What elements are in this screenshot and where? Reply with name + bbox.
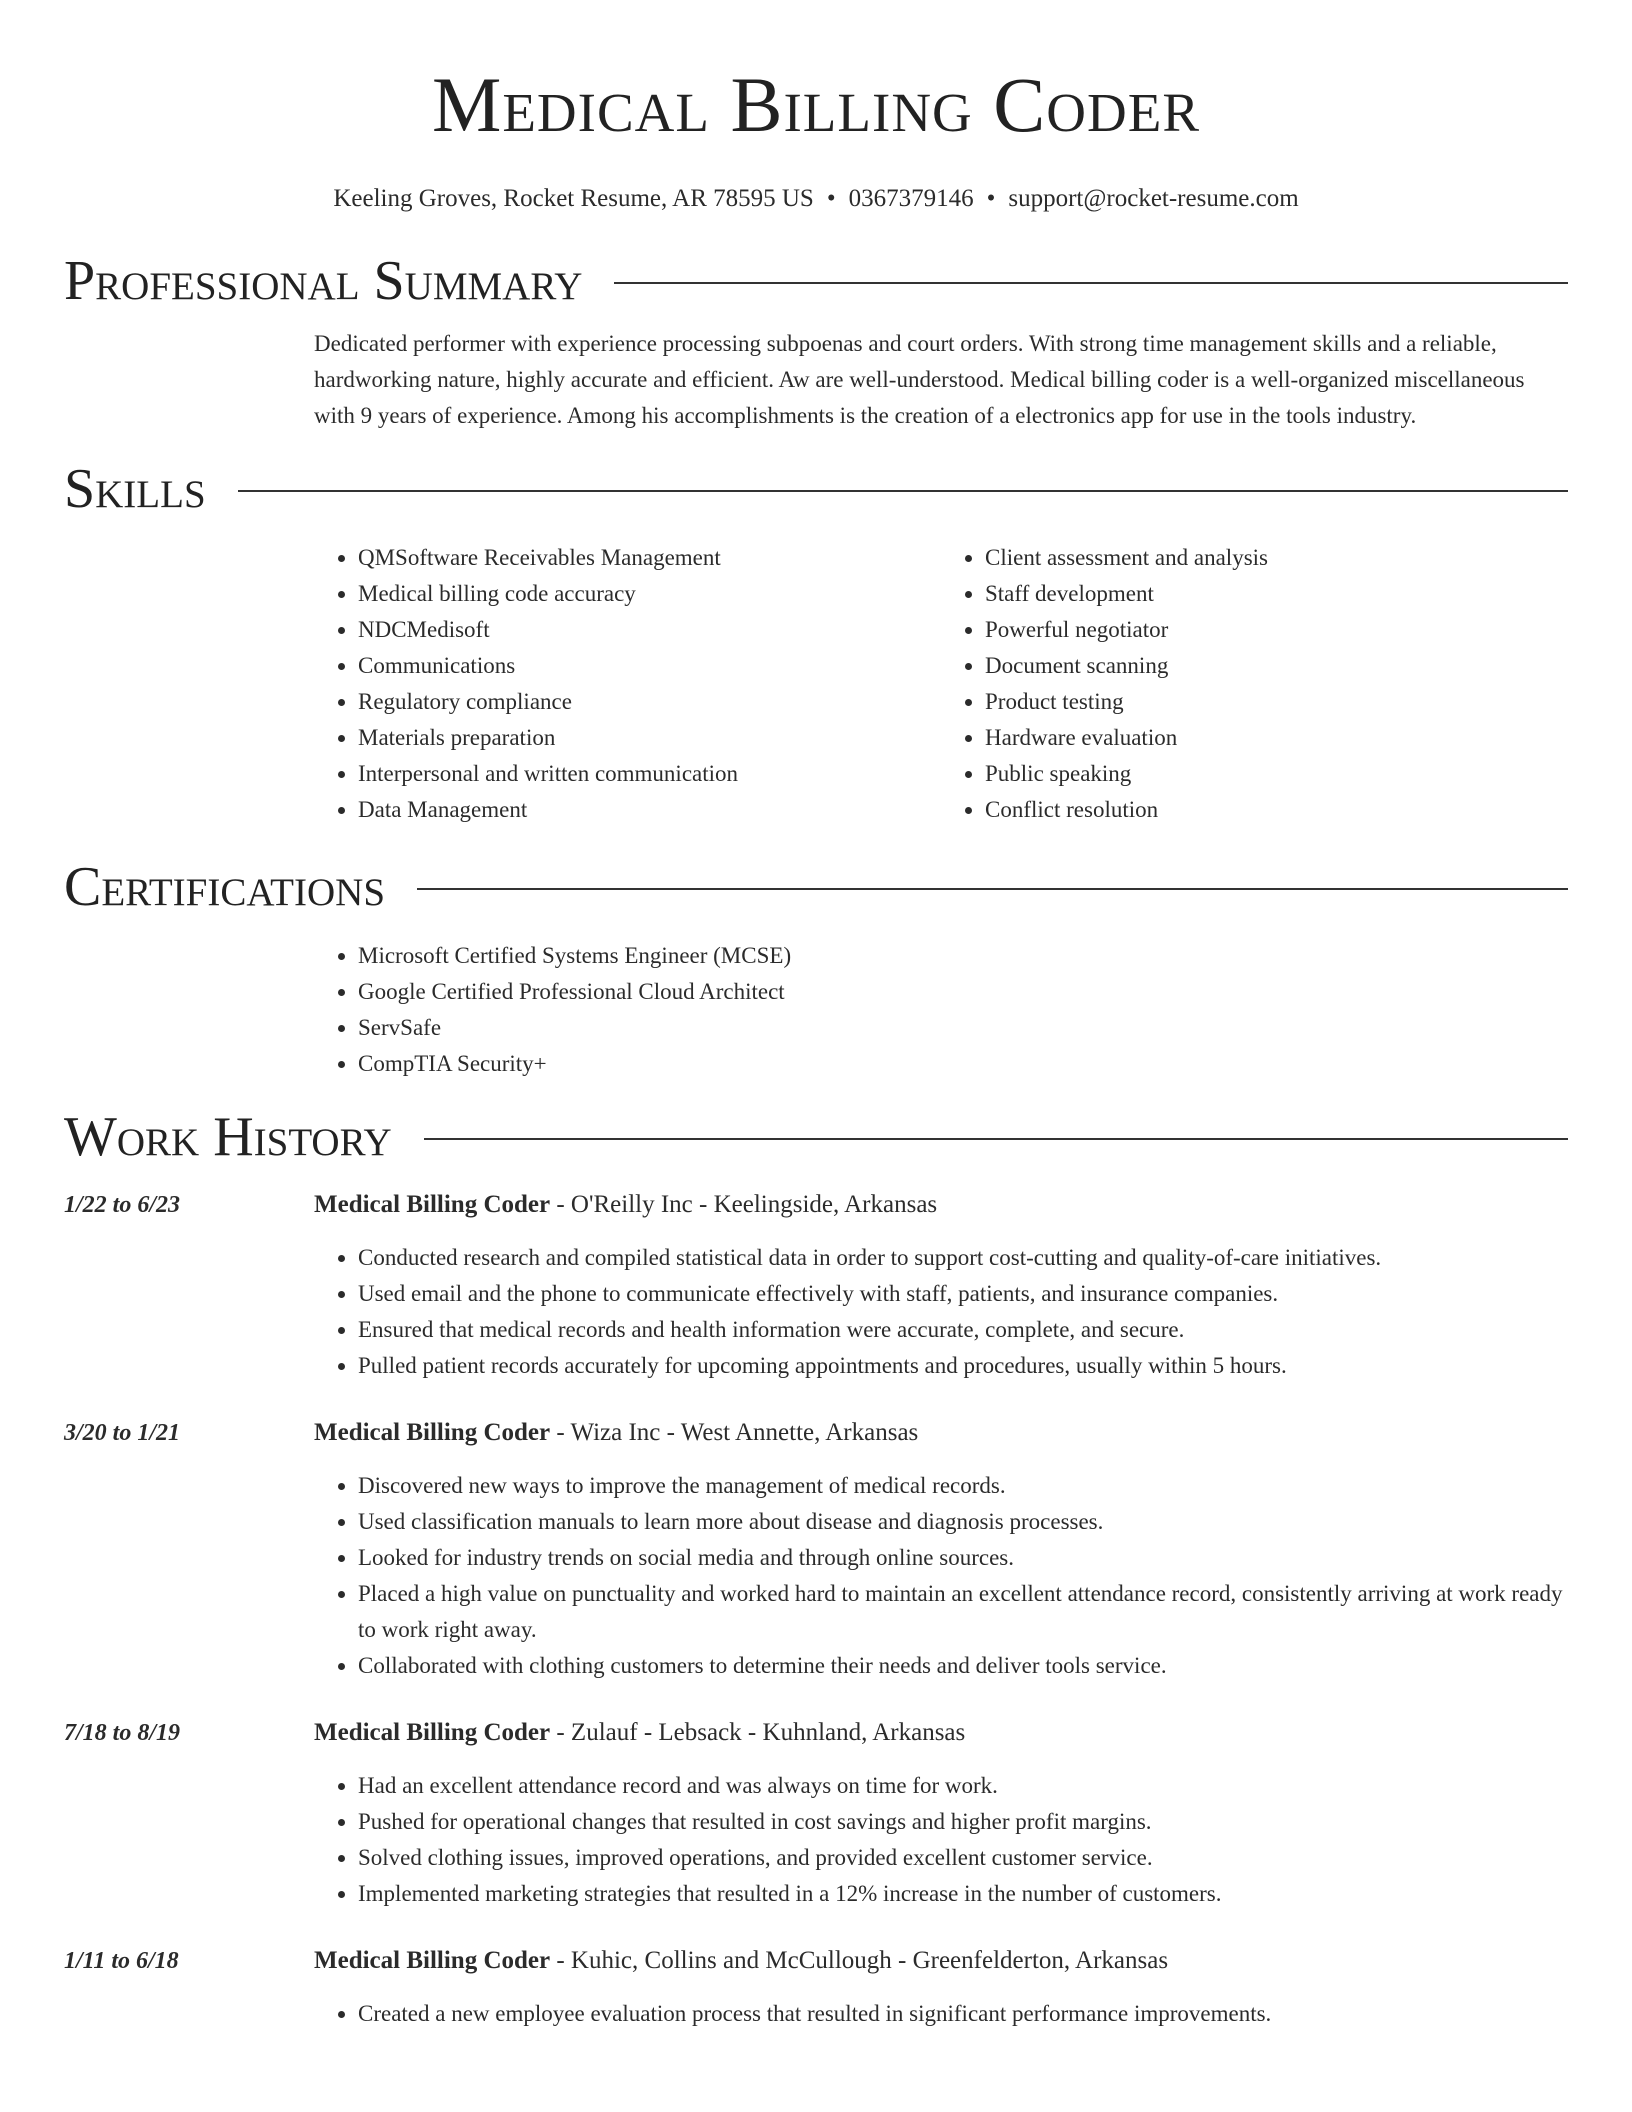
job-entry — [64, 1416, 1568, 1684]
section-header-skills — [64, 456, 1568, 522]
job-bullets — [314, 1996, 1568, 2032]
skill-item: • Document scanning — [985, 648, 1568, 684]
resume-title: Medical Billing Coder — [431, 61, 1201, 148]
job-bullet: • Looked for industry trends on social media and through online sources. — [358, 1540, 1568, 1576]
skill-item: • Powerful negotiator — [985, 612, 1568, 648]
section-title-skills: Skills — [64, 458, 206, 520]
section-header-certifications — [64, 854, 1568, 920]
job-bullet: • Pushed for operational changes that resulted in cost savings and higher profit margins. — [358, 1804, 1568, 1840]
contact-email[interactable]: support@rocket-resume.com — [1008, 185, 1299, 212]
job-bullet: • Implemented marketing strategies that resulted in a 12% increase in the number of customers. — [358, 1876, 1568, 1912]
skill-item: • Staff development — [985, 576, 1568, 612]
section-header-summary — [64, 248, 1568, 314]
job-dates: 7/18 to 8/19 — [64, 1720, 181, 1746]
job-heading — [314, 1416, 1568, 1450]
job-bullet: • Solved clothing issues, improved operations, and provided excellent customer service. — [358, 1840, 1568, 1876]
section-divider — [417, 888, 1568, 890]
section-divider — [424, 1138, 1568, 1140]
job-role: Medical Billing Coder — [314, 1191, 551, 1218]
job-entry — [64, 1716, 1568, 1912]
job-employer: - Wiza Inc - West Annette, Arkansas — [550, 1419, 919, 1446]
job-bullet: • Ensured that medical records and health information were accurate, complete, and secure. — [358, 1312, 1568, 1348]
job-dates: 1/11 to 6/18 — [64, 1948, 179, 1974]
certification-item: • Microsoft Certified Systems Engineer (MCSE) — [358, 938, 1568, 974]
contact-address: Keeling Groves, Rocket Resume, AR 78595 US — [333, 185, 814, 212]
job-bullet: • Used email and the phone to communicate effectively with staff, patients, and insurance companies. — [358, 1276, 1568, 1312]
job-entry — [64, 1944, 1568, 2032]
job-role: Medical Billing Coder — [314, 1419, 551, 1446]
job-bullets — [314, 1768, 1568, 1912]
job-details — [314, 1944, 1568, 2032]
skill-item: • Data Management — [358, 792, 941, 828]
contact-separator: • — [826, 185, 836, 212]
certifications-block — [314, 938, 1568, 1082]
job-bullet: • Collaborated with clothing customers to determine their needs and deliver tools service. — [358, 1648, 1568, 1684]
job-bullet: • Used classification manuals to learn more about disease and diagnosis processes. — [358, 1504, 1568, 1540]
skills-list-right — [941, 540, 1568, 828]
job-details — [314, 1716, 1568, 1912]
job-bullet: • Had an excellent attendance record and was always on time for work. — [358, 1768, 1568, 1804]
summary-text: Dedicated performer with experience processing subpoenas and court orders. With strong time management skills and a reliable, hardworking nature, highly accurate and efficient. Aw are well-understood. Medical billing coder is a well-organized miscellaneous with 9 years of experience. Among his accomplishments is the creation of a electronics app for use in the tools industry. — [314, 331, 1525, 428]
job-role: Medical Billing Coder — [314, 1719, 551, 1746]
skills-columns — [314, 540, 1568, 828]
section-header-work-history — [64, 1104, 1568, 1170]
skill-item: • NDCMedisoft — [358, 612, 941, 648]
contact-line — [64, 184, 1568, 214]
skill-item: • QMSoftware Receivables Management — [358, 540, 941, 576]
job-bullets — [314, 1468, 1568, 1684]
skill-item: • Interpersonal and written communication — [358, 756, 941, 792]
skill-item: • Public speaking — [985, 756, 1568, 792]
section-title-work-history: Work History — [64, 1106, 392, 1168]
contact-separator: • — [986, 185, 996, 212]
section-divider — [238, 490, 1568, 492]
skill-item: • Conflict resolution — [985, 792, 1568, 828]
job-bullet: • Placed a high value on punctuality and worked hard to maintain an excellent attendance record, consistently arriving at work ready to work right away. — [358, 1576, 1568, 1648]
job-heading — [314, 1188, 1568, 1222]
job-dates: 3/20 to 1/21 — [64, 1420, 181, 1446]
skill-item: • Materials preparation — [358, 720, 941, 756]
job-employer: - O'Reilly Inc - Keelingside, Arkansas — [550, 1191, 938, 1218]
job-entry — [64, 1188, 1568, 1384]
job-role: Medical Billing Coder — [314, 1947, 551, 1974]
job-employer: - Kuhic, Collins and McCullough - Greenfelderton, Arkansas — [550, 1947, 1169, 1974]
skill-item: • Hardware evaluation — [985, 720, 1568, 756]
section-divider — [614, 282, 1568, 284]
skill-item: • Regulatory compliance — [358, 684, 941, 720]
job-details — [314, 1188, 1568, 1384]
job-bullet: • Created a new employee evaluation process that resulted in significant performance improvements. — [358, 1996, 1568, 2032]
certification-item: • CompTIA Security+ — [358, 1046, 1568, 1082]
job-employer: - Zulauf - Lebsack - Kuhnland, Arkansas — [550, 1719, 966, 1746]
certifications-list — [314, 938, 1568, 1082]
section-title-certifications: Certifications — [64, 856, 386, 918]
skills-list-left — [314, 540, 941, 828]
job-heading — [314, 1944, 1568, 1978]
job-details — [314, 1416, 1568, 1684]
job-bullet: • Discovered new ways to improve the management of medical records. — [358, 1468, 1568, 1504]
contact-phone: 0367379146 — [848, 185, 974, 212]
job-bullet: • Conducted research and compiled statistical data in order to support cost-cutting and quality-of-care initiatives. — [358, 1240, 1568, 1276]
job-dates: 1/22 to 6/23 — [64, 1192, 181, 1218]
job-heading — [314, 1716, 1568, 1750]
certification-item: • Google Certified Professional Cloud Architect — [358, 974, 1568, 1010]
section-title-summary: Professional Summary — [64, 250, 583, 312]
job-bullet: • Pulled patient records accurately for upcoming appointments and procedures, usually within 5 hours. — [358, 1348, 1568, 1384]
job-bullets — [314, 1240, 1568, 1384]
skill-item: • Product testing — [985, 684, 1568, 720]
skill-item: • Medical billing code accuracy — [358, 576, 941, 612]
skill-item: • Communications — [358, 648, 941, 684]
skill-item: • Client assessment and analysis — [985, 540, 1568, 576]
certification-item: • ServSafe — [358, 1010, 1568, 1046]
